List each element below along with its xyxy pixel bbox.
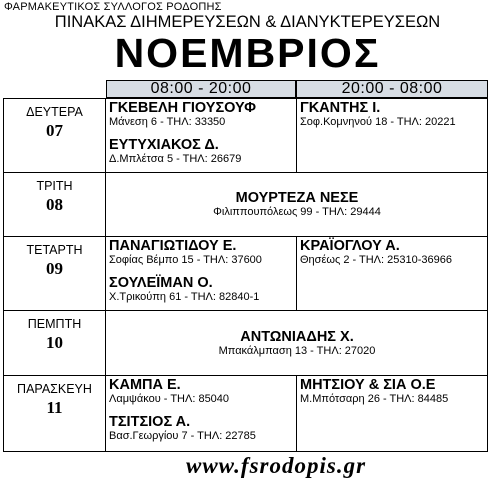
day-cell	[4, 99, 106, 172]
pharmacy-address: Χ.Τρικούπη 61 - ΤΗΛ: 82840-1	[109, 291, 260, 303]
pharmacy-name: ΕΥΤΥΧΙΑΚΟΣ Δ.	[109, 137, 219, 153]
pharmacy-address: Μάνεση 6 - ΤΗΛ: 33350	[109, 116, 226, 128]
pharmacy-entry	[107, 190, 487, 219]
day-date: 10	[46, 333, 63, 352]
schedule-subtitle: ΠΙΝΑΚΑΣ ΔΙΗΜΕΡΕΥΣΕΩΝ & ΔΙΑΝΥΚΤΕΡΕΥΣΕΩΝ	[54, 13, 441, 31]
table-row-monday	[4, 99, 487, 173]
table-row-wednesday	[4, 237, 487, 311]
pharmacy-address: Δ.Μπλέτσα 5 - ΤΗΛ: 26679	[109, 153, 242, 165]
column-divider	[296, 99, 297, 172]
day-name: ΤΕΤΑΡΤΗ	[26, 243, 83, 257]
pharmacy-name: ΓΚΑΝΤΗΣ Ι.	[300, 100, 381, 116]
pharmacy-entry	[300, 238, 452, 267]
association-name: ΦΑΡΜΑΚΕΥΤΙΚΟΣ ΣΥΛΛΟΓΟΣ ΡΟΔΟΠΗΣ	[4, 1, 222, 13]
pharmacy-name: ΜΟΥΡΤΕΖΑ ΝΕΣΕ	[235, 190, 359, 206]
website-link[interactable]: www.fsrodopis.gr	[186, 453, 367, 478]
pharmacy-name: ΤΣΙΤΣΙΟΣ Α.	[109, 414, 191, 430]
column-divider	[296, 237, 297, 310]
pharmacy-entry	[300, 100, 456, 129]
day-cell	[4, 237, 106, 310]
pharmacy-name: ΣΟΥΛΕΪΜΑΝ Ο.	[109, 275, 213, 291]
table-row-thursday	[4, 311, 487, 376]
pharmacy-address: Μπακάλμπαση 13 - ΤΗΛ: 27020	[218, 345, 376, 357]
pharmacy-name: ΓΚΕΒΕΛΗ ΓΙΟΥΣΟΥΦ	[109, 100, 257, 116]
pharmacy-name: ΚΡΑΪΟΓΛΟΥ Α.	[300, 238, 400, 254]
pharmacy-address: Θησέως 2 - ΤΗΛ: 25310-36966	[300, 254, 452, 266]
day-cell	[4, 173, 106, 236]
day-name: ΠΕΜΠΤΗ	[27, 317, 82, 331]
pharmacy-entry	[300, 377, 448, 406]
pharmacy-address: Βασ.Γεωργίου 7 - ΤΗΛ: 22785	[109, 430, 256, 442]
day-date: 11	[46, 398, 63, 417]
day-name: ΔΕΥΤΕΡΑ	[26, 105, 83, 119]
day-cell	[4, 311, 106, 375]
night-shift-header: 20:00 - 08:00	[296, 80, 488, 98]
page-title: ΝΟΕΜΒΡΙΟΣ	[114, 30, 381, 76]
day-cell	[4, 376, 106, 451]
pharmacy-name: ΚΑΜΠΑ Ε.	[109, 377, 181, 393]
pharmacy-entry	[109, 414, 256, 443]
day-shift-header: 08:00 - 20:00	[106, 80, 296, 98]
schedule-table	[3, 98, 488, 452]
pharmacy-entry	[109, 238, 262, 267]
day-name: ΠΑΡΑΣΚΕΥΗ	[17, 382, 92, 396]
column-divider	[296, 376, 297, 451]
pharmacy-entry	[109, 100, 256, 129]
table-row-friday	[4, 376, 487, 451]
day-date: 07	[46, 121, 63, 140]
pharmacy-name: ΜΗΤΣΙΟΥ & ΣΙΑ Ο.Ε	[300, 377, 436, 393]
day-date: 09	[46, 259, 63, 278]
pharmacy-entry	[109, 377, 229, 406]
pharmacy-address: Σοφίας Βέμπο 15 - ΤΗΛ: 37600	[109, 254, 262, 266]
pharmacy-name: ΑΝΤΩΝΙΑΔΗΣ Χ.	[240, 329, 354, 345]
pharmacy-address: Λαμψάκου - ΤΗΛ: 85040	[109, 393, 230, 405]
day-date: 08	[46, 195, 63, 214]
pharmacy-address: Μ.Μπότσαρη 26 - ΤΗΛ: 84485	[300, 393, 449, 405]
pharmacy-entry	[109, 137, 241, 166]
table-row-tuesday	[4, 173, 487, 237]
pharmacy-name: ΠΑΝΑΓΙΩΤΙΔΟΥ Ε.	[109, 238, 237, 254]
pharmacy-entry	[107, 329, 487, 358]
pharmacy-address: Φιλιππουπόλεως 99 - ΤΗΛ: 29444	[213, 206, 381, 218]
pharmacy-entry	[109, 275, 259, 304]
pharmacy-address: Σοφ.Κομνηνού 18 - ΤΗΛ: 20221	[300, 116, 456, 128]
day-name: ΤΡΙΤΗ	[36, 179, 73, 193]
